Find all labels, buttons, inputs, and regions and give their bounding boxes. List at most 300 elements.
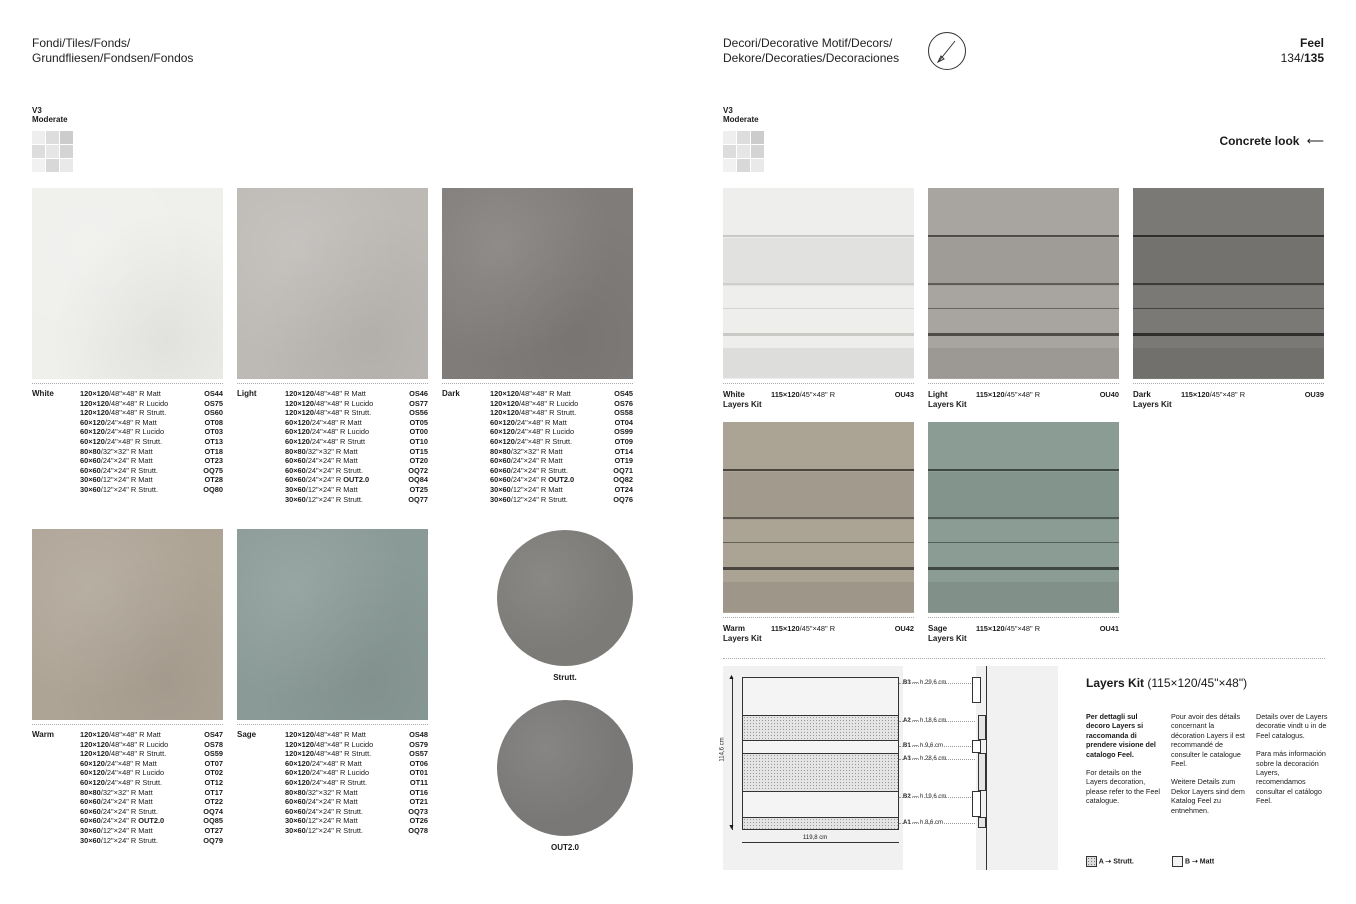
decor-band <box>928 567 1119 570</box>
legend-a-text: A ➝ Strutt. <box>1098 858 1134 866</box>
spec-size: 30×60/12"×24" R Strutt. <box>80 835 158 845</box>
spec-row <box>80 389 223 399</box>
tile-divider <box>32 724 223 725</box>
decor-band <box>723 582 914 612</box>
decor-band <box>723 469 914 471</box>
spec-size: 30×60/12"×24" R Strutt. <box>490 494 568 504</box>
spec-row <box>285 797 428 807</box>
decor-band <box>928 235 1119 237</box>
spec-row <box>285 437 428 447</box>
decor-size: 115×120/45"×48" R <box>1181 390 1246 399</box>
spec-row <box>490 495 633 505</box>
right-page-header <box>723 36 899 66</box>
spec-code: OS79 <box>409 739 428 749</box>
spec-size: 120×120/48"×48" R Strutt. <box>80 749 167 759</box>
spec-row <box>80 836 223 846</box>
spec-code: OT18 <box>204 446 223 456</box>
band-label-a1: A1 — h 8,6 cm <box>903 820 944 826</box>
spec-code: OS48 <box>409 730 428 739</box>
spec-size: 120×120/48"×48" R Matt <box>490 389 571 398</box>
spec-code: OT19 <box>614 456 633 466</box>
spec-code: OS57 <box>409 749 428 759</box>
spec-size: 120×120/48"×48" R Matt <box>80 730 161 739</box>
decor-name: Sage Layers Kit <box>928 624 967 643</box>
spec-code: OT28 <box>204 475 223 485</box>
spec-size: 60×60/24"×24" R Matt <box>80 456 153 466</box>
arrow-left-icon: ⟵ <box>1306 134 1324 148</box>
layers-note-it: Per dettagli sul decoro Layers si raccomanda di prendere visione del catalogo Feel. <box>1086 712 1156 759</box>
spec-code: OQ75 <box>203 465 223 475</box>
spec-size: 60×120/24"×48" R Matt <box>285 758 362 768</box>
spec-size: 30×60/12"×24" R Strutt. <box>285 825 363 835</box>
decor-band <box>1133 235 1324 237</box>
wall-line <box>986 666 987 870</box>
spec-row <box>285 759 428 769</box>
spec-size: 60×60/24"×24" R OUT2.0 <box>490 475 575 485</box>
legend-b <box>1172 856 1214 867</box>
tile-divider <box>32 383 223 384</box>
spec-code: OT26 <box>409 816 428 826</box>
decor-band <box>723 348 914 378</box>
layers-col-1 <box>1086 712 1162 806</box>
diagram-side-backdrop <box>976 666 1058 870</box>
spec-size: 60×120/24"×48" R Strutt. <box>285 777 368 787</box>
spec-code: OT25 <box>409 484 428 494</box>
decor-band <box>928 348 1119 378</box>
variation-swatch-left <box>32 131 73 172</box>
spec-size: 60×60/24"×24" R Strutt. <box>80 806 158 816</box>
spec-code: OS78 <box>204 739 223 749</box>
variation-swatch-right <box>723 131 764 172</box>
spec-code: OS47 <box>204 730 223 739</box>
left-page-header <box>32 36 193 66</box>
spec-row <box>285 456 428 466</box>
variation-label-right <box>723 106 759 124</box>
spec-row <box>285 768 428 778</box>
panel-front-view <box>742 677 899 830</box>
spec-size: 60×60/24"×24" R Matt <box>80 797 153 807</box>
tile-divider <box>237 724 428 725</box>
spec-size: 60×60/24"×24" R Strutt. <box>490 465 568 475</box>
decor-band <box>1133 238 1324 286</box>
spec-code: OT13 <box>204 436 223 446</box>
decor-band <box>1133 308 1324 309</box>
spec-row <box>285 788 428 798</box>
tile-swatch-sage <box>237 529 428 720</box>
spec-size: 120×120/48"×48" R Strutt. <box>285 749 372 759</box>
spec-row <box>80 816 223 826</box>
tile-name: White <box>32 389 54 398</box>
width-dimension-line <box>742 842 899 843</box>
decor-band <box>928 308 1119 309</box>
spec-size: 60×120/24"×48" R Lucido <box>285 768 370 778</box>
spec-code: OQ82 <box>613 475 633 485</box>
spec-code: OT03 <box>204 427 223 437</box>
band-label-b3: B3 — h 29,6 cm <box>903 680 947 686</box>
spec-size: 60×120/24"×48" R Matt <box>80 417 157 427</box>
concrete-look-text: Concrete look <box>1219 134 1300 148</box>
spec-code: OT12 <box>204 777 223 787</box>
spec-code: OT05 <box>409 417 428 427</box>
profile-a2 <box>978 715 986 740</box>
spec-row <box>80 788 223 798</box>
spec-row <box>285 807 428 817</box>
spec-code: OS59 <box>204 749 223 759</box>
band-leader-line <box>899 721 975 722</box>
spec-row <box>80 759 223 769</box>
decor-band <box>928 469 1119 471</box>
decor-swatch-light <box>928 188 1119 379</box>
header-line-1: Decori/Decorative Motif/Decors/ <box>723 36 893 50</box>
layers-note-de: Weitere Details zum Dekor Layers sind dem Katalog Feel zu entnehmen. <box>1171 777 1245 815</box>
tile-name: Dark <box>442 389 460 398</box>
decor-swatch-white <box>723 188 914 379</box>
layers-note-es: Para más información sobre la decoración Layers, recomendamos consultar el catálogo Feel. <box>1256 749 1326 806</box>
decor-band <box>928 333 1119 336</box>
band-label-a3: A3 — h 28,6 cm <box>903 756 947 762</box>
spec-code: OQ77 <box>408 494 428 504</box>
decor-band <box>928 283 1119 285</box>
section-divider <box>723 658 1325 659</box>
variation-code: V3 <box>723 106 733 115</box>
spec-size: 80×80/32"×32" R Matt <box>80 787 153 797</box>
spec-row <box>285 389 428 399</box>
spec-row <box>285 749 428 759</box>
spec-size: 60×120/24"×48" R Strutt. <box>80 436 163 446</box>
spec-code: OT17 <box>204 787 223 797</box>
spec-size: 60×120/24"×48" R Strutt. <box>490 436 573 446</box>
height-label: 114,6 cm <box>719 737 726 762</box>
spec-row <box>285 418 428 428</box>
band-leader-line <box>899 746 975 747</box>
band-b1 <box>743 741 898 754</box>
arrow-down-icon: ▼ <box>728 824 735 831</box>
spec-code: OQ78 <box>408 825 428 835</box>
decor-band <box>928 542 1119 543</box>
spec-code: OT22 <box>204 797 223 807</box>
tile-spec-list <box>285 730 428 836</box>
spec-size: 60×120/24"×48" R Strutt <box>285 436 366 446</box>
spec-size: 120×120/48"×48" R Lucido <box>490 398 579 408</box>
band-a2 <box>743 716 898 741</box>
decor-swatch-dark <box>1133 188 1324 379</box>
spec-code: OS75 <box>204 398 223 408</box>
spec-size: 120×120/48"×48" R Strutt. <box>80 408 167 418</box>
spec-code: OQ72 <box>408 465 428 475</box>
legend-a <box>1086 856 1134 867</box>
spec-row <box>80 456 223 466</box>
spec-code: OS46 <box>409 389 428 398</box>
spec-code: OQ74 <box>203 806 223 816</box>
page-info <box>1281 36 1324 66</box>
spec-code: OT24 <box>614 484 633 494</box>
spec-size: 60×120/24"×48" R Lucido <box>80 768 165 778</box>
spec-code: OS44 <box>204 389 223 398</box>
spec-row <box>80 730 223 740</box>
spec-code: OS99 <box>614 427 633 437</box>
spec-code: OT07 <box>204 758 223 768</box>
layers-note-en: For details on the Layers decoration, please refer to the Feel catalogue. <box>1086 768 1160 806</box>
spec-code: OS60 <box>204 408 223 418</box>
spec-size: 60×120/24"×48" R Matt <box>80 758 157 768</box>
spec-code: OT11 <box>409 777 428 787</box>
width-label: 119,8 cm <box>803 835 828 841</box>
spec-row <box>285 399 428 409</box>
variation-name: Moderate <box>32 115 68 124</box>
spec-code: OT10 <box>409 436 428 446</box>
tile-spec-list <box>490 389 633 504</box>
strutt-swatch <box>497 530 633 666</box>
spec-size: 60×120/24"×48" R Lucido <box>490 427 575 437</box>
tile-spec-list <box>80 389 223 495</box>
band-leader-line <box>899 823 975 824</box>
spec-code: OT23 <box>204 456 223 466</box>
decor-band <box>928 517 1119 519</box>
band-label-b1: B1 — h 9,6 cm <box>903 743 944 749</box>
spec-size: 120×120/48"×48" R Strutt. <box>285 408 372 418</box>
height-dimension-line <box>732 677 733 830</box>
spec-code: OT16 <box>409 787 428 797</box>
decor-divider <box>723 383 914 384</box>
spec-row <box>490 447 633 457</box>
spec-code: OQ79 <box>203 835 223 845</box>
profile-a1 <box>978 817 986 828</box>
layers-title <box>1086 676 1247 690</box>
decor-size: 115×120/45"×48" R <box>976 390 1041 399</box>
spec-code: OQ85 <box>203 816 223 826</box>
spec-code: OT21 <box>409 797 428 807</box>
tile-spec-list <box>80 730 223 845</box>
spec-code: OT15 <box>409 446 428 456</box>
decor-swatch-warm <box>723 422 914 613</box>
spec-size: 60×60/24"×24" R Matt <box>285 456 358 466</box>
tile-name: Warm <box>32 730 54 739</box>
spec-size: 30×60/12"×24" R Matt <box>285 816 358 826</box>
spec-size: 60×120/24"×48" R Lucido <box>285 427 370 437</box>
band-label-b2: B2 — h 19,6 cm <box>903 794 947 800</box>
page-number-next: 135 <box>1303 51 1324 65</box>
spec-size: 120×120/48"×48" R Strutt. <box>490 408 577 418</box>
spec-size: 120×120/48"×48" R Matt <box>80 389 161 398</box>
collection-name: Feel <box>1299 36 1324 50</box>
spec-size: 30×60/12"×24" R Matt <box>285 484 358 494</box>
spec-row <box>285 427 428 437</box>
spec-row <box>80 778 223 788</box>
decor-band <box>723 283 914 285</box>
spec-code: OT06 <box>409 758 428 768</box>
out20-swatch <box>497 700 633 836</box>
layers-note-fr: Pour avoir des détails concernant la décoration Layers il est recommandé de consulter le catalogue Feel. <box>1171 712 1245 769</box>
band-leader-line <box>899 797 975 798</box>
spec-code: OT02 <box>204 768 223 778</box>
page-number: 134/ <box>1280 51 1304 65</box>
spec-size: 120×120/48"×48" R Lucido <box>285 398 374 408</box>
spec-size: 60×60/24"×24" R Strutt. <box>285 465 363 475</box>
spec-row <box>80 797 223 807</box>
tile-swatch-warm <box>32 529 223 720</box>
tile-divider <box>442 383 633 384</box>
spec-code: OS77 <box>409 398 428 408</box>
header-line-2: Dekore/Decoraties/Decoraciones <box>723 51 900 65</box>
spec-row <box>285 730 428 740</box>
matt-pattern-icon <box>1172 856 1183 867</box>
spec-code: OQ80 <box>203 484 223 494</box>
spec-code: OS56 <box>409 408 428 418</box>
profile-b2 <box>972 791 981 817</box>
decor-divider <box>928 383 1119 384</box>
decor-band <box>1133 333 1324 336</box>
spec-size: 120×120/48"×48" R Matt <box>285 389 366 398</box>
tile-name: Sage <box>237 730 257 739</box>
spec-size: 60×120/24"×48" R Strutt. <box>80 777 163 787</box>
spec-code: OT27 <box>204 825 223 835</box>
out20-label: OUT2.0 <box>550 843 579 852</box>
spec-size: 60×120/24"×48" R Matt <box>490 417 567 427</box>
decor-band <box>723 542 914 543</box>
decor-band <box>723 517 914 519</box>
decor-band <box>723 333 914 336</box>
decor-size: 115×120/45"×48" R <box>771 624 836 633</box>
band-b2 <box>743 792 898 818</box>
decor-name: Warm Layers Kit <box>723 624 762 643</box>
spec-row <box>285 740 428 750</box>
spec-row <box>285 466 428 476</box>
spec-row <box>80 740 223 750</box>
spec-code: OT09 <box>614 436 633 446</box>
decor-band <box>928 582 1119 612</box>
spec-code: OT14 <box>614 446 633 456</box>
spec-row <box>80 807 223 817</box>
spec-size: 120×120/48"×48" R Lucido <box>80 398 169 408</box>
spec-row <box>80 399 223 409</box>
decor-name: Light Layers Kit <box>928 390 967 409</box>
spec-row <box>285 447 428 457</box>
profile-b1 <box>972 740 981 753</box>
decor-code: OU40 <box>1099 390 1119 399</box>
decor-size: 115×120/45"×48" R <box>976 624 1041 633</box>
spec-row <box>285 778 428 788</box>
spec-row <box>490 408 633 418</box>
spec-row <box>80 427 223 437</box>
decor-band <box>723 308 914 309</box>
decor-divider <box>928 617 1119 618</box>
decor-swatch-sage <box>928 422 1119 613</box>
profile-a3 <box>978 753 986 791</box>
variation-code: V3 <box>32 106 42 115</box>
spec-row <box>285 485 428 495</box>
tile-spec-list <box>285 389 428 504</box>
tile-swatch-dark <box>442 188 633 379</box>
strutt-label: Strutt. <box>553 673 577 682</box>
header-line-2: Grundfliesen/Fondsen/Fondos <box>32 51 194 65</box>
spec-size: 60×60/24"×24" R OUT2.0 <box>80 816 165 826</box>
variation-label-left <box>32 106 68 124</box>
layers-note-nl: Details over de Layers decoratie vindt u in de Feel catalogus. <box>1256 712 1328 740</box>
band-a1 <box>743 818 898 829</box>
layers-title-text: Layers Kit <box>1086 676 1145 690</box>
spec-code: OT20 <box>409 456 428 466</box>
spec-row <box>285 495 428 505</box>
decor-band <box>1133 348 1324 378</box>
spec-size: 30×60/12"×24" R Strutt. <box>80 484 158 494</box>
spec-row <box>285 475 428 485</box>
decor-code: OU39 <box>1304 390 1324 399</box>
band-leader-line <box>899 683 975 684</box>
spec-size: 80×80/32"×32" R Matt <box>490 446 563 456</box>
spec-size: 80×80/32"×32" R Matt <box>80 446 153 456</box>
spec-size: 60×120/24"×48" R Lucido <box>80 427 165 437</box>
spec-size: 60×60/24"×24" R Strutt. <box>80 465 158 475</box>
spec-row <box>80 408 223 418</box>
decor-code: OU43 <box>894 390 914 399</box>
spec-row <box>80 485 223 495</box>
spec-size: 30×60/12"×24" R Matt <box>80 475 153 485</box>
layers-title-size: (115×120/45"×48") <box>1147 676 1248 690</box>
spec-code: OT04 <box>614 417 633 427</box>
spec-size: 60×120/24"×48" R Matt <box>285 417 362 427</box>
spec-row <box>490 456 633 466</box>
spec-size: 80×80/32"×32" R Matt <box>285 446 358 456</box>
spec-row <box>80 826 223 836</box>
tile-swatch-white <box>32 188 223 379</box>
brush-icon <box>928 32 966 70</box>
spec-row <box>80 475 223 485</box>
spec-row <box>490 485 633 495</box>
band-a3 <box>743 754 898 792</box>
spec-code: OQ76 <box>613 494 633 504</box>
spec-row <box>490 427 633 437</box>
decor-code: OU41 <box>1099 624 1119 633</box>
spec-size: 80×80/32"×32" R Matt <box>285 787 358 797</box>
spec-size: 30×60/12"×24" R Strutt. <box>285 494 363 504</box>
spec-row <box>490 466 633 476</box>
arrow-up-icon: ▲ <box>728 674 735 681</box>
concrete-look-label <box>1219 134 1324 148</box>
spec-code: OQ84 <box>408 475 428 485</box>
band-label-a2: A2 — h 18,6 cm <box>903 718 947 724</box>
spec-size: 120×120/48"×48" R Matt <box>285 730 366 739</box>
spec-row <box>490 389 633 399</box>
spec-size: 60×60/24"×24" R Matt <box>285 797 358 807</box>
legend-b-text: B ➝ Matt <box>1184 858 1215 866</box>
spec-row <box>80 437 223 447</box>
spec-code: OQ73 <box>408 806 428 816</box>
spec-row <box>490 475 633 485</box>
decor-band <box>723 238 914 286</box>
spec-size: 30×60/12"×24" R Matt <box>80 825 153 835</box>
decor-divider <box>1133 383 1324 384</box>
spec-row <box>490 418 633 428</box>
spec-row <box>285 408 428 418</box>
spec-row <box>285 826 428 836</box>
decor-band <box>928 238 1119 286</box>
decor-band <box>723 235 914 237</box>
header-line-1: Fondi/Tiles/Fonds/ <box>32 36 131 50</box>
spec-row <box>80 447 223 457</box>
layers-col-2 <box>1171 712 1249 815</box>
layers-col-3 <box>1256 712 1328 806</box>
spec-size: 120×120/48"×48" R Lucido <box>80 739 169 749</box>
spec-code: OS76 <box>614 398 633 408</box>
spec-code: OS58 <box>614 408 633 418</box>
decor-band <box>723 567 914 570</box>
decor-band <box>928 472 1119 520</box>
decor-name: White Layers Kit <box>723 390 762 409</box>
profile-b3 <box>972 677 981 703</box>
decor-code: OU42 <box>894 624 914 633</box>
band-leader-line <box>899 759 975 760</box>
spec-size: 120×120/48"×48" R Lucido <box>285 739 374 749</box>
